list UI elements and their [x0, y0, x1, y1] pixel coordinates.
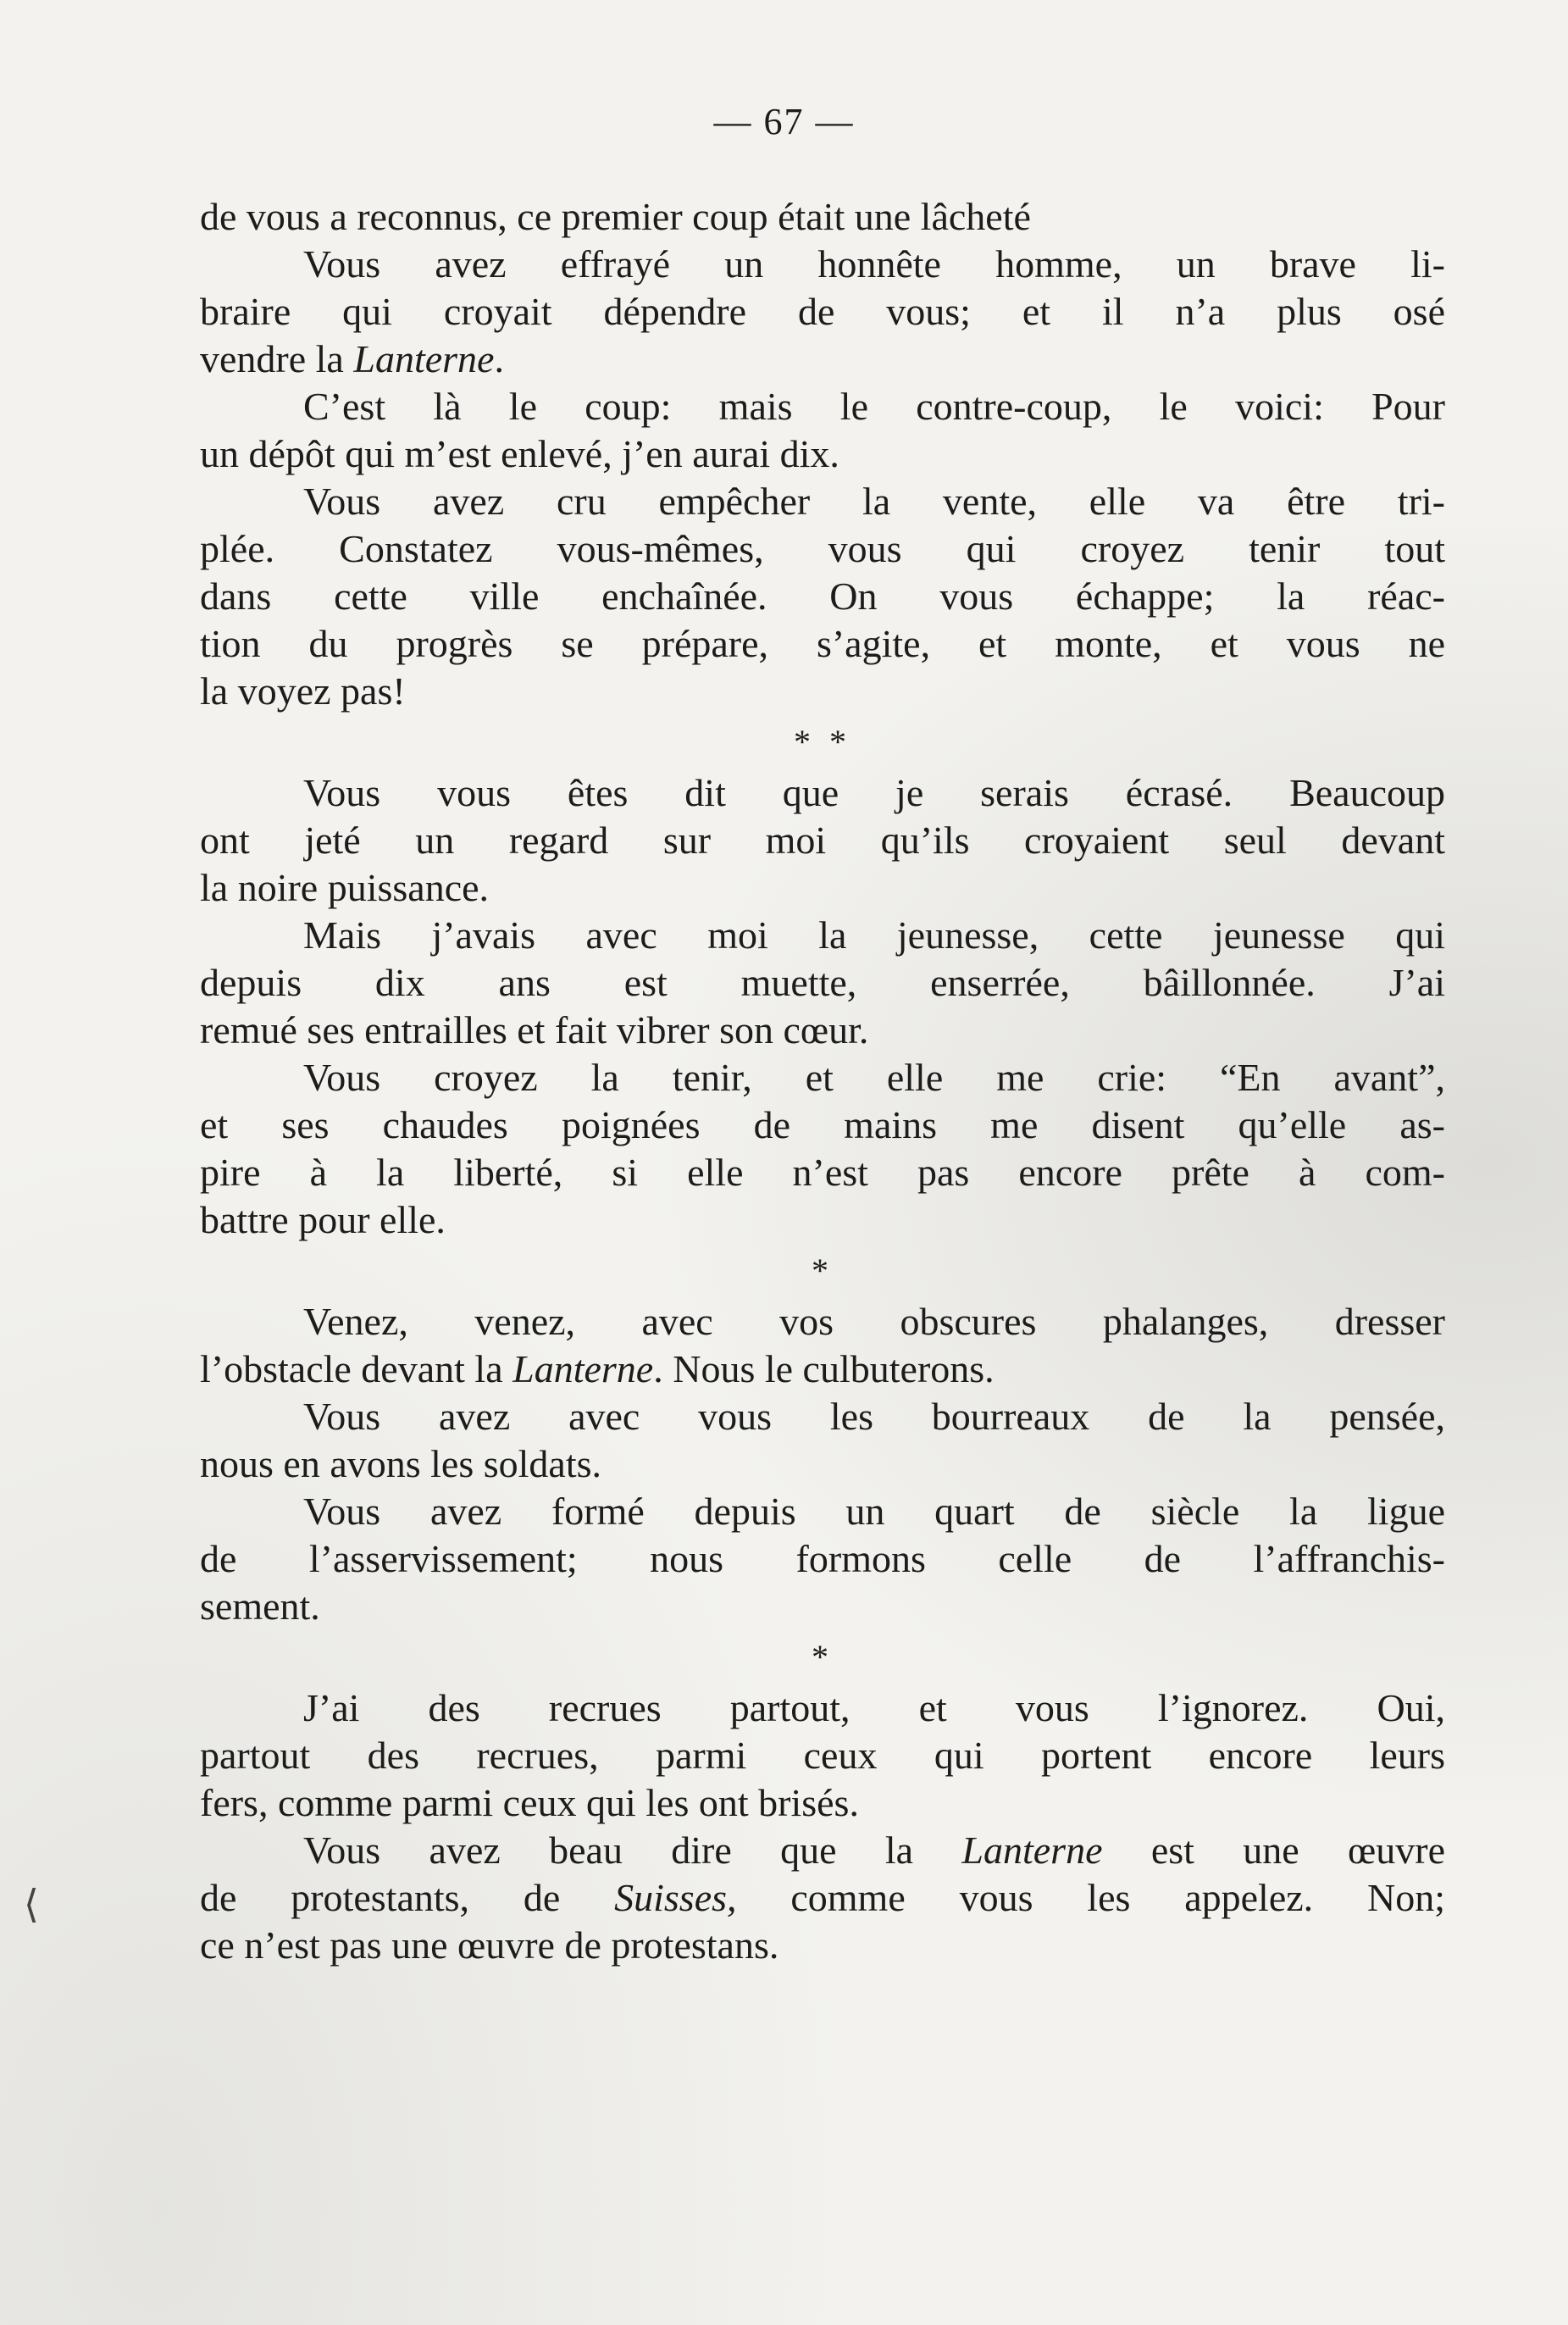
text-line [200, 1874, 1445, 1922]
text-line: pire à la liberté, si elle n’est pas encore prête à com- [200, 1151, 1445, 1194]
text-line: Vous avez avec vous les bourreaux de la pensée, [303, 1395, 1445, 1438]
text-line: un dépôt qui m’est enlevé, j’en aurai dix. [200, 432, 839, 475]
text-line: fers, comme parmi ceux qui les ont brisés. [200, 1781, 859, 1824]
text-line: de l’asservissement; nous formons celle de l’affranchis- [200, 1537, 1445, 1580]
italic-title: Lanterne [961, 1828, 1103, 1872]
text-line: C’est là le coup: mais le contre-coup, le voici: Pour [303, 385, 1445, 428]
text-line: partout des recrues, parmi ceux qui portent encore leurs [200, 1734, 1445, 1777]
italic-title: Lanterne [353, 337, 495, 380]
text-line: Vous avez formé depuis un quart de siècle la ligue [303, 1490, 1445, 1533]
text-segment: . [494, 337, 504, 380]
text-line: tion du progrès se prépare, s’agite, et monte, et vous ne [200, 622, 1445, 665]
italic-word: Suisses, [614, 1876, 737, 1919]
text-segment: est une œuvre [1102, 1828, 1445, 1872]
italic-title: Lanterne [513, 1347, 654, 1390]
text-line: la noire puissance. [200, 866, 490, 909]
text-segment: vendre la [200, 337, 354, 380]
text-segment: . Nous le culbuterons. [653, 1347, 995, 1390]
text-line: Vous vous êtes dit que je serais écrasé. Beaucoup [303, 771, 1445, 814]
text-line: de vous a reconnus, ce premier coup était une lâcheté [200, 195, 1031, 238]
section-separator: * * [794, 723, 851, 761]
section-separator: * [812, 1251, 834, 1290]
page-number: — 67 — [713, 101, 855, 142]
text-line: Vous avez cru empêcher la vente, elle va être tri- [303, 480, 1445, 523]
text-segment: comme vous les appelez. Non; [736, 1876, 1445, 1919]
text-line: dans cette ville enchaînée. On vous échappe; la réac- [200, 574, 1445, 618]
text-segment: Vous avez beau dire que la [303, 1828, 962, 1872]
text-line: sement. [200, 1584, 320, 1628]
text-line [200, 1346, 1445, 1393]
text-line: Venez, venez, avec vos obscures phalanges, dresser [303, 1300, 1445, 1343]
text-line: ce n’est pas une œuvre de protestans. [200, 1923, 779, 1967]
text-line: et ses chaudes poignées de mains me disent qu’elle as- [200, 1103, 1445, 1146]
text-line: depuis dix ans est muette, enserrée, bâillonnée. J’ai [200, 961, 1445, 1004]
margin-mark-icon: ⟨ [24, 1883, 39, 1926]
text-line: plée. Constatez vous-mêmes, vous qui croyez tenir tout [200, 527, 1445, 570]
text-line: braire qui croyait dépendre de vous; et il n’a plus osé [200, 290, 1445, 333]
text-line: ont jeté un regard sur moi qu’ils croyaient seul devant [200, 818, 1445, 862]
text-segment: l’obstacle devant la [200, 1347, 513, 1390]
text-line: Vous croyez la tenir, et elle me crie: “En avant”, [303, 1056, 1445, 1099]
text-line: remué ses entrailles et fait vibrer son cœur. [200, 1008, 869, 1052]
text-line [200, 336, 1445, 383]
text-line: Vous avez effrayé un honnête homme, un brave li- [303, 242, 1445, 286]
text-line: la voyez pas! [200, 669, 406, 713]
text-line: nous en avons les soldats. [200, 1442, 602, 1485]
text-line [200, 1827, 1445, 1874]
text-segment: de protestants, de [200, 1876, 615, 1919]
text-line: battre pour elle. [200, 1198, 446, 1241]
body-text [200, 193, 1445, 1969]
text-line: J’ai des recrues partout, et vous l’ignorez. Oui, [303, 1686, 1445, 1729]
text-line: Mais j’avais avec moi la jeunesse, cette jeunesse qui [303, 913, 1445, 957]
section-separator: * [812, 1638, 834, 1676]
